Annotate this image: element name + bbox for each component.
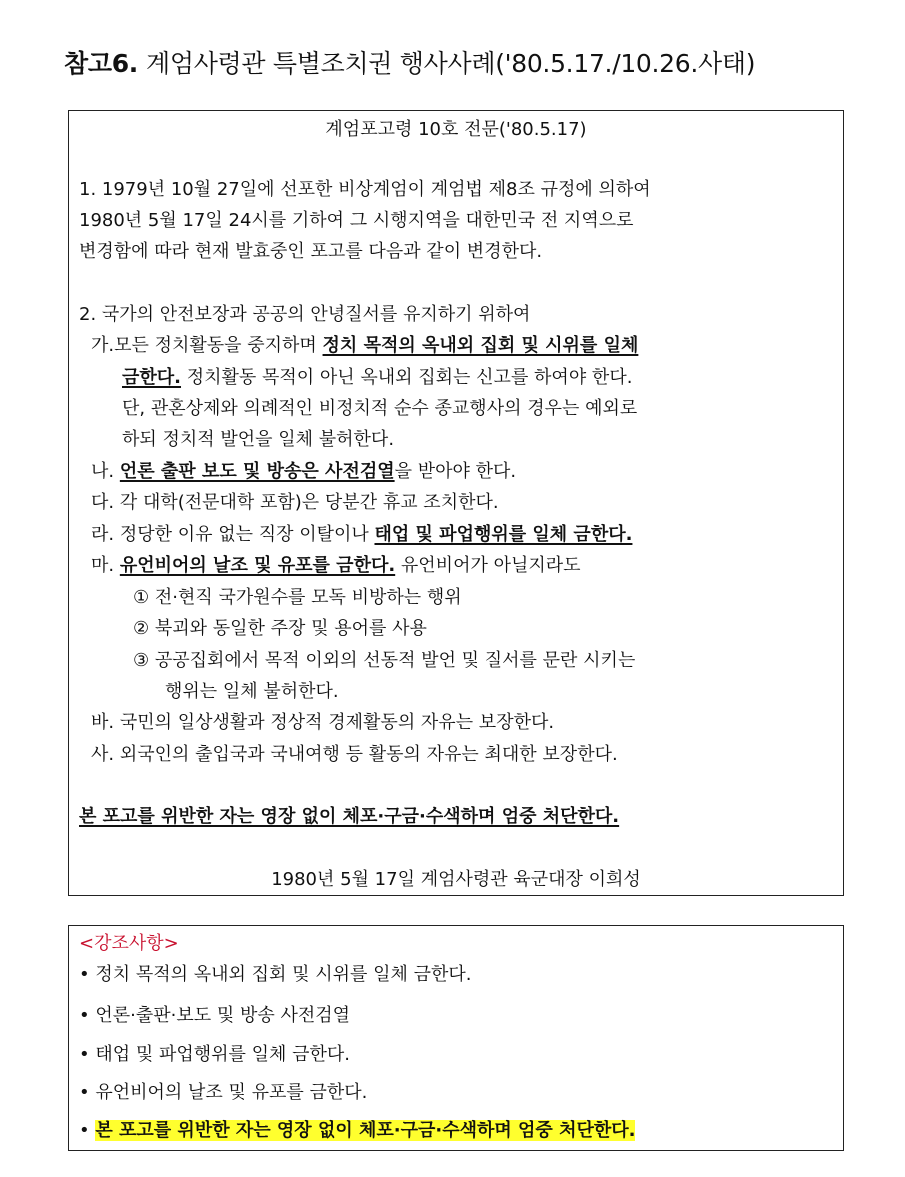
clause-da: 다. 각 대학(전문대학 포함)은 당분간 휴교 조치한다.: [91, 492, 499, 513]
emphasis-bullet: •: [79, 1120, 96, 1141]
clause-ga-line4: 하되 정치적 발언을 일체 불허한다.: [122, 429, 395, 450]
emphasis-item-2: • 언론·출판·보도 및 방송 사전검열: [79, 1005, 350, 1026]
emphasis-item-5: [79, 1120, 635, 1142]
emphasis-highlighted-warning: 본 포고를 위반한 자는 영장 없이 체포·구금·수색하며 엄중 처단한다.: [95, 1120, 636, 1141]
clause-ra: [91, 524, 632, 546]
clause-ma-prefix: 마.: [91, 555, 120, 576]
sub-item-3-line1: ③ 공공집회에서 목적 이외의 선동적 발언 및 질서를 문란 시키는: [133, 650, 636, 671]
sub-item-2: ② 북괴와 동일한 주장 및 용어를 사용: [133, 618, 427, 639]
signature-line: 1980년 5월 17일 계엄사령관 육군대장 이희성: [271, 869, 641, 890]
clause-ma-rest: 유언비어가 아닐지라도: [395, 555, 581, 576]
clause-ga-rest2: 정치활동 목적이 아닌 옥내외 집회는 신고를 하여야 한다.: [181, 367, 633, 388]
para1-line2: 1980년 5월 17일 24시를 기하여 그 시행지역을 대한민국 전 지역으로: [79, 210, 634, 231]
clause-ra-bold: 태업 및 파업행위를 일체 금한다.: [374, 524, 633, 545]
clause-ma: [91, 555, 581, 577]
clause-ga-bold1: 정치 목적의 옥내외 집회 및 시위를 일체: [322, 335, 639, 356]
warning-statement: 본 포고를 위반한 자는 영장 없이 체포·구금·수색하며 엄중 처단한다.: [79, 806, 620, 827]
emphasis-heading: <강조사항>: [79, 933, 179, 954]
clause-sa: 사. 외국인의 출입국과 국내여행 등 활동의 자유는 최대한 보장한다.: [91, 744, 618, 765]
proclamation-heading: 계엄포고령 10호 전문('80.5.17): [325, 119, 587, 140]
document-title: [64, 44, 755, 80]
clause-ba: 바. 국민의 일상생활과 정상적 경제활동의 자유는 보장한다.: [91, 712, 555, 733]
clause-na-prefix: 나.: [91, 461, 120, 482]
proclamation-box: [68, 110, 844, 896]
clause-na-bold: 언론 출판 보도 및 방송은 사전검열: [119, 461, 395, 482]
clause-ga-prefix: 가.모든 정치활동을 중지하며: [91, 335, 323, 356]
reference-number: 참고6.: [64, 49, 138, 78]
clause-ga-line1: [91, 335, 638, 357]
para1-line1: 1. 1979년 10월 27일에 선포한 비상계엄이 계엄법 제8조 규정에 의하여: [79, 179, 651, 200]
sub-item-1: ① 전·현직 국가원수를 모독 비방하는 행위: [133, 587, 462, 608]
clause-ga-bold2: 금한다.: [122, 367, 182, 388]
sub-item-3-line2: 행위는 일체 불허한다.: [165, 681, 339, 702]
clause-na-rest: 을 받아야 한다.: [394, 461, 517, 482]
emphasis-item-3: • 태업 및 파업행위를 일체 금한다.: [79, 1044, 350, 1065]
emphasis-item-1: • 정치 목적의 옥내외 집회 및 시위를 일체 금한다.: [79, 964, 472, 985]
para1-line3: 변경함에 따라 현재 발효중인 포고를 다음과 같이 변경한다.: [79, 241, 543, 262]
title-text: 계엄사령관 특별조치권 행사사례('80.5.17./10.26.사태): [146, 49, 756, 78]
clause-ga-line3: 단, 관혼상제와 의례적인 비정치적 순수 종교행사의 경우는 예외로: [122, 398, 638, 419]
emphasis-box: [68, 925, 844, 1151]
clause-na: [91, 461, 516, 483]
emphasis-item-4: • 유언비어의 날조 및 유포를 금한다.: [79, 1082, 368, 1103]
clause-ma-bold: 유언비어의 날조 및 유포를 금한다.: [119, 555, 396, 576]
clause-ga-line2: [122, 367, 632, 389]
clause-ra-prefix: 라. 정당한 이유 없는 직장 이탈이나: [91, 524, 375, 545]
para2-intro: 2. 국가의 안전보장과 공공의 안녕질서를 유지하기 위하여: [79, 304, 531, 325]
